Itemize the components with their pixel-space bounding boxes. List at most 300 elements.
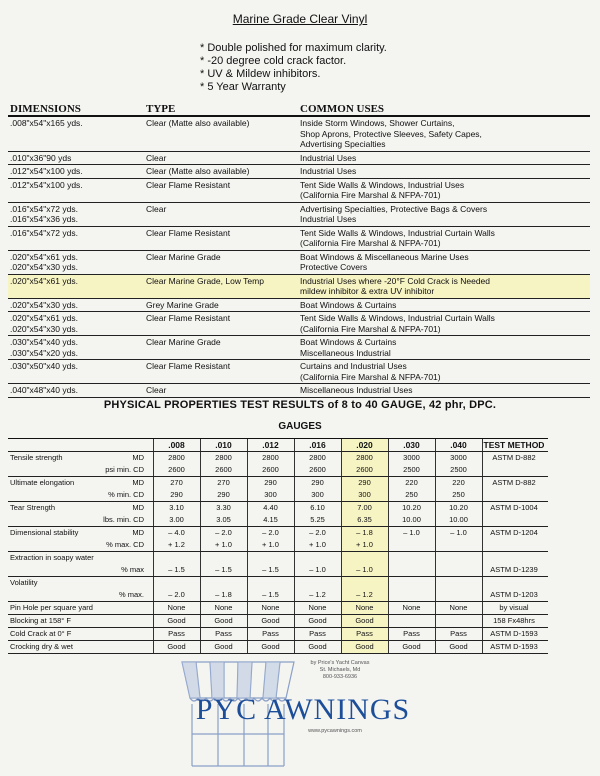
column-divider [294,477,295,501]
property-row [8,628,548,641]
uses-cell-line: Industrial Uses [300,166,357,176]
property-label: Ultimate elongation [10,478,75,487]
column-divider [153,527,154,551]
type-cell: Clear Flame Resistant [146,227,231,238]
column-divider [482,552,483,576]
property-value: 300 [264,490,277,499]
dimensions-table [8,103,590,398]
column-divider [435,452,436,476]
column-divider [294,615,295,627]
property-value: Pass [215,629,232,638]
uses-cell [300,228,590,249]
column-divider [482,628,483,640]
dimensions-header: DIMENSIONS [10,103,81,115]
property-row [8,502,548,527]
type-cell: Clear Marine Grade [146,251,221,262]
dimension-cell-line: .020"x54"x30 yds. [10,262,78,272]
column-divider [482,615,483,627]
property-row [8,615,548,628]
column-divider [247,452,248,476]
unit-label: % min. CD [108,490,144,499]
test-method: ASTM D-1004 [490,503,538,512]
property-label: Extraction in soapy water [10,553,94,562]
property-value: 250 [452,490,465,499]
brand-logo-text: PYC AWNINGS [195,693,411,726]
column-divider [482,477,483,501]
dimension-cell [10,385,140,396]
bullet-item: * Double polished for maximum clarity. [200,42,387,54]
column-divider [435,602,436,614]
column-divider [341,602,342,614]
property-value: – 1.5 [262,565,279,574]
test-method: ASTM D-1239 [490,565,538,574]
column-divider [482,527,483,551]
column-divider [435,527,436,551]
test-method: ASTM D-1593 [490,629,538,638]
column-divider [482,439,483,451]
property-value: + 1.0 [262,540,279,549]
column-divider [153,577,154,601]
unit-label: lbs. min. CD [103,515,144,524]
property-row [8,477,548,502]
uses-cell [300,252,590,273]
column-divider [247,577,248,601]
property-value: Pass [403,629,420,638]
gauge-header: .020 [356,440,373,450]
column-divider [435,641,436,653]
page-title: Marine Grade Clear Vinyl [232,12,368,26]
column-divider [247,439,248,451]
dimensions-row [8,360,590,384]
properties-table [8,438,548,654]
column-divider [153,552,154,576]
dimension-cell-line: .040"x48"x40 yds. [10,385,78,395]
column-divider [247,477,248,501]
property-value: Good [167,616,186,625]
uses-cell-line: Boat Windows & Miscellaneous Marine Uses [300,251,469,262]
property-value: 3.00 [169,515,184,524]
test-method: ASTM D-882 [492,478,536,487]
dimensions-row [8,384,590,398]
column-divider [388,602,389,614]
property-value: 290 [217,490,230,499]
property-value: 2600 [215,465,232,474]
property-value: 290 [264,478,277,487]
dimensions-row [8,299,590,313]
dimension-cell [10,166,140,177]
property-value: 7.00 [357,503,372,512]
uses-cell-line: Advertising Specialties, Protective Bags & Covers [300,203,488,214]
dimension-cell-line: .020"x54"x30 yds. [10,323,78,334]
property-value: Pass [309,629,326,638]
uses-cell-line: Tent Side Walls & Windows, Industrial Curtain Walls [300,227,495,238]
uses-cell [300,337,590,358]
property-label: Cold Crack at 0° F [10,629,72,638]
column-divider [294,502,295,526]
property-value: – 1.0 [309,565,326,574]
dimension-cell [10,361,140,372]
property-value: – 1.2 [309,590,326,599]
property-value: None [167,603,186,612]
column-divider [200,477,201,501]
column-divider [153,628,154,640]
property-value: + 1.0 [309,540,326,549]
column-divider [153,452,154,476]
property-value: – 1.5 [262,590,279,599]
property-value: – 1.2 [356,590,373,599]
property-value: None [402,603,421,612]
uses-cell-line: Miscellaneous Industrial [300,347,391,358]
property-value: – 1.5 [215,565,232,574]
property-label: Crocking dry & wet [10,642,73,651]
property-value: None [308,603,327,612]
column-divider [294,628,295,640]
dimension-cell-line: .016"x54"x72 yds. [10,203,78,214]
property-value: 5.25 [310,515,325,524]
column-divider [388,452,389,476]
bullet-item: * UV & Mildew inhibitors. [200,68,321,80]
column-divider [435,439,436,451]
gauges-title: GAUGES [278,421,322,432]
property-value: – 1.0 [403,528,420,537]
uses-cell-line: Miscellaneous Industrial Uses [300,385,413,395]
property-value: 2500 [403,465,420,474]
property-value: Pass [168,629,185,638]
dimension-cell-line: .020"x54"x61 yds. [10,251,78,262]
property-value: Good [308,642,327,651]
column-divider [247,527,248,551]
type-header: TYPE [146,103,176,115]
dimensions-row [8,312,590,336]
dimension-cell-line: .016"x54"x72 yds. [10,227,78,238]
column-divider [153,615,154,627]
property-value: 10.20 [449,503,468,512]
column-divider [341,615,342,627]
property-row [8,577,548,602]
property-value: Good [261,642,280,651]
dimension-cell [10,252,140,273]
property-value: 300 [311,490,324,499]
property-value: 290 [358,478,371,487]
property-value: 290 [311,478,324,487]
property-value: – 2.0 [215,528,232,537]
property-value: 6.35 [357,515,372,524]
dimension-cell-line: .030"x54"x20 yds. [10,347,78,358]
dimensions-row [8,165,590,179]
property-value: – 1.8 [215,590,232,599]
uses-cell-line: Inside Storm Windows, Shower Curtains, [300,118,455,128]
column-divider [388,439,389,451]
uses-cell-line: Tent Side Walls & Windows, Industrial Curtain Walls [300,313,495,323]
column-divider [435,577,436,601]
column-divider [388,628,389,640]
dimensions-row [8,152,590,166]
column-divider [153,602,154,614]
property-value: – 1.5 [168,565,185,574]
column-divider [435,615,436,627]
type-cell: Clear Flame Resistant [146,313,231,323]
property-value: 3.10 [169,503,184,512]
dimension-cell-line: .016"x54"x36 yds. [10,214,78,224]
property-value: Good [261,616,280,625]
property-value: 2800 [168,453,185,462]
maker-info [290,660,390,681]
dimension-cell [10,300,140,311]
column-divider [341,577,342,601]
unit-label: MD [132,453,144,462]
property-row [8,452,548,477]
dimension-cell [10,228,140,239]
column-divider [153,502,154,526]
column-divider [435,502,436,526]
dimension-cell [10,313,140,334]
column-divider [294,439,295,451]
column-divider [247,552,248,576]
unit-label: psi min. CD [105,465,144,474]
property-label: Blocking at 158° F [10,616,71,625]
property-value: None [355,603,374,612]
column-divider [482,602,483,614]
property-value: – 2.0 [262,528,279,537]
column-divider [247,615,248,627]
property-value: 220 [452,478,465,487]
property-value: 2600 [262,465,279,474]
dimensions-row [8,117,590,152]
property-value: + 1.2 [168,540,185,549]
property-value: + 1.0 [215,540,232,549]
column-divider [294,527,295,551]
uses-cell-line: Industrial Uses [300,152,357,163]
uses-cell [300,300,590,311]
unit-label: % max [121,565,144,574]
column-divider [482,577,483,601]
column-divider [200,552,201,576]
uses-cell-line: Advertising Specialties [300,139,386,149]
type-cell: Grey Marine Grade [146,299,219,310]
uses-cell-line: Curtains and Industrial Uses [300,361,407,371]
property-value: – 1.0 [356,565,373,574]
dimension-cell [10,180,140,191]
uses-cell-line: Shop Aprons, Protective Sleeves, Safety Capes, [300,128,482,139]
column-divider [294,602,295,614]
property-value: 220 [405,478,418,487]
column-divider [200,502,201,526]
dimension-cell-line: .020"x54"x30 yds. [10,299,78,310]
uses-cell-line: Protective Covers [300,262,368,272]
gauge-header: .012 [262,440,279,450]
property-row [8,552,548,577]
dimension-cell [10,337,140,358]
property-value: 3000 [403,453,420,462]
dimensions-row [8,336,590,360]
dimensions-row [8,227,590,251]
dimension-cell-line: .012"x54"x100 yds. [10,166,83,176]
uses-cell [300,385,590,396]
uses-cell-line: (California Fire Marshal & NFPA-701) [300,238,441,248]
uses-cell [300,313,590,334]
dimensions-table-header [8,103,590,117]
uses-cell [300,361,590,382]
bullet-item: * -20 degree cold crack factor. [200,55,347,67]
property-value: 2800 [309,453,326,462]
uses-cell-line: mildew inhibitor & extra UV inhibitor [300,286,435,296]
type-cell: Clear (Matte also available) [146,166,250,176]
property-row [8,602,548,615]
property-value: + 1.0 [356,540,373,549]
dimensions-row [8,203,590,227]
property-value: Good [214,616,233,625]
test-method: ASTM D-882 [492,453,536,462]
column-divider [200,439,201,451]
property-value: None [449,603,468,612]
test-method: ASTM D-1593 [490,642,538,651]
property-value: 2800 [262,453,279,462]
column-divider [388,641,389,653]
column-divider [200,615,201,627]
dimensions-row [8,275,590,299]
property-row [8,527,548,552]
column-divider [388,477,389,501]
column-divider [294,552,295,576]
dimensions-row [8,179,590,203]
property-value: 3.30 [216,503,231,512]
uses-cell [300,153,590,164]
unit-label: % max. CD [106,540,144,549]
property-label: Dimensional stability [10,528,79,537]
property-value: 6.10 [310,503,325,512]
column-divider [388,527,389,551]
test-method: ASTM D-1203 [490,590,538,599]
unit-label: MD [132,503,144,512]
uses-cell-line: Tent Side Walls & Windows, Industrial Uses [300,179,465,190]
column-divider [341,502,342,526]
gauge-header: .008 [168,440,185,450]
column-divider [388,615,389,627]
property-value: Good [167,642,186,651]
type-cell: Clear Marine Grade, Low Temp [146,275,264,286]
property-label: Tear Strength [10,503,56,512]
column-divider [200,527,201,551]
column-divider [200,628,201,640]
type-cell: Clear Flame Resistant [146,361,231,371]
property-value: Pass [356,629,373,638]
property-value: 2600 [356,465,373,474]
type-cell: Clear [146,203,167,214]
dimension-cell-line: .020"x54"x61 yds. [10,313,78,323]
property-value: Good [355,642,374,651]
uses-cell-line: Industrial Uses where -20°F Cold Crack is Needed [300,275,491,286]
property-value: – 4.0 [168,528,185,537]
property-value: 3000 [450,453,467,462]
property-value: 10.20 [402,503,421,512]
column-divider [341,439,342,451]
uses-cell [300,180,590,201]
property-value: 3.05 [216,515,231,524]
column-divider [482,641,483,653]
property-value: None [214,603,233,612]
test-method: 158 Fx48hrs [493,616,535,625]
uses-cell-line: Industrial Uses [300,214,357,224]
maker-line: by Price's Yacht Canvas [310,660,370,666]
properties-title: PHYSICAL PROPERTIES TEST RESULTS of 8 to 40 GAUGE, 42 phr, DPC. [103,399,497,411]
dimension-cell-line: .030"x54"x40 yds. [10,337,78,347]
column-divider [294,577,295,601]
uses-cell-line: Boat Windows & Curtains [300,337,397,347]
dimension-cell-line: .010"x36"90 yds [10,152,72,163]
property-value: 270 [217,478,230,487]
property-value: 2800 [215,453,232,462]
property-value: Pass [262,629,279,638]
gauge-header: .040 [450,440,467,450]
website-link[interactable]: www.pycawnings.com [308,728,362,734]
property-value: 2800 [356,453,373,462]
dimension-cell [10,118,140,129]
property-label: Tensile strength [10,453,63,462]
dimension-cell-line: .012"x54"x100 yds. [10,179,83,190]
type-cell: Clear [146,152,167,163]
property-value: 4.15 [263,515,278,524]
column-divider [153,641,154,653]
column-divider [388,502,389,526]
column-divider [482,502,483,526]
property-value: Good [402,642,421,651]
gauges-header-row [8,439,548,452]
feature-bullets [200,42,387,94]
uses-cell [300,118,590,150]
unit-label: MD [132,478,144,487]
uses-cell-line: (California Fire Marshal & NFPA-701) [300,323,441,334]
unit-label: % max. [118,590,144,599]
dimensions-row [8,251,590,275]
column-divider [341,452,342,476]
property-value: 2600 [168,465,185,474]
property-value: 10.00 [402,515,421,524]
property-value: – 1.8 [356,528,373,537]
uses-cell [300,204,590,225]
property-value: Good [449,642,468,651]
column-divider [247,502,248,526]
column-divider [341,628,342,640]
column-divider [247,602,248,614]
test-method-header: TEST METHOD [483,440,545,450]
column-divider [482,452,483,476]
column-divider [200,452,201,476]
property-value: 10.00 [449,515,468,524]
dimension-cell-line: .008"x54"x165 yds. [10,118,83,128]
uses-cell-line: (California Fire Marshal & NFPA-701) [300,371,441,382]
type-cell: Clear Flame Resistant [146,179,231,190]
property-value: 2500 [450,465,467,474]
column-divider [341,477,342,501]
column-divider [388,577,389,601]
uses-cell [300,166,590,177]
column-divider [153,477,154,501]
property-value: 290 [170,490,183,499]
column-divider [388,552,389,576]
type-cell: Clear [146,385,167,395]
common-uses-header: COMMON USES [300,103,385,115]
property-value: 4.40 [263,503,278,512]
dimension-cell-line: .020"x54"x61 yds. [10,275,78,286]
column-divider [153,439,154,451]
gauge-header: .030 [403,440,420,450]
property-label: Volatility [10,578,38,587]
property-value: Pass [450,629,467,638]
column-divider [247,628,248,640]
dimension-cell [10,204,140,225]
property-value: 300 [358,490,371,499]
property-value: Good [355,616,374,625]
